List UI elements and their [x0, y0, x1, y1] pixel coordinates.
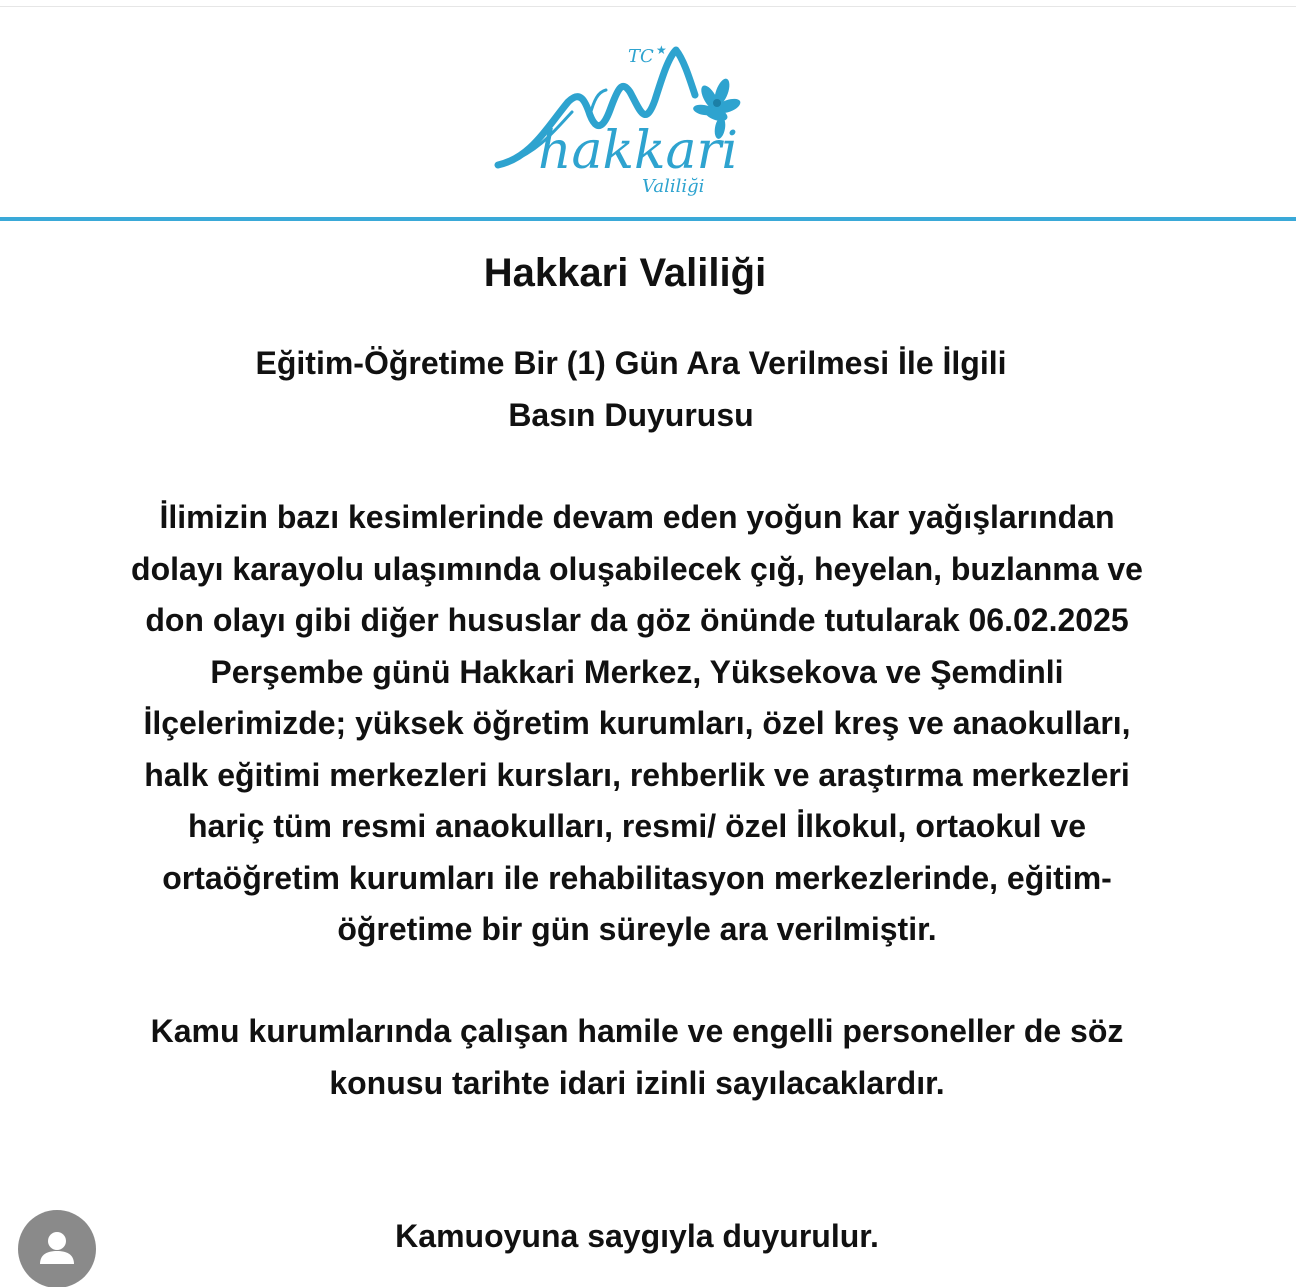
avatar[interactable]: [18, 1210, 96, 1287]
mountain-logo-icon: [490, 40, 750, 205]
paragraph-line: konusu tarihte idari izinli sayılacaklardır.: [329, 1065, 945, 1101]
announcement-paragraph-1: [0, 492, 1274, 956]
star-icon: ★: [656, 43, 667, 57]
paragraph-line: don olayı gibi diğer hususlar da göz önünde tutularak 06.02.2025: [145, 602, 1129, 638]
header-divider: [0, 217, 1296, 221]
logo-subtitle: Valiliği: [642, 176, 705, 197]
paragraph-line: halk eğitimi merkezleri kursları, rehberlik ve araştırma merkezleri: [144, 756, 1130, 793]
paragraph-line: dolayı karayolu ulaşımında oluşabilecek çığ, heyelan, buzlanma ve: [131, 550, 1143, 587]
paragraph-line: Perşembe günü Hakkari Merkez, Yüksekova ve Şemdinli: [210, 653, 1064, 690]
closing-statement: Kamuoyuna saygıyla duyurulur.: [395, 1218, 879, 1254]
person-icon: [18, 1210, 96, 1287]
logo-wordmark: hakkari: [538, 121, 739, 181]
logo-prefix: TC: [628, 46, 654, 67]
top-border: [0, 6, 1296, 7]
paragraph-line: hariç tüm resmi anaokulları, resmi/ özel İlkokul, ortaokul ve: [187, 808, 1087, 844]
paragraph-line: İlçelerimizde; yüksek öğretim kurumları, özel kreş ve anaokulları,: [143, 705, 1131, 741]
subject-line: Basın Duyurusu: [508, 397, 754, 433]
paragraph-line: Kamu kurumlarında çalışan hamile ve engelli personeller de söz: [150, 1013, 1124, 1049]
paragraph-line: öğretime bir gün süreyle ara verilmiştir.: [337, 911, 937, 947]
announcement-paragraph-2: [0, 1005, 1274, 1109]
hakkari-valiligi-logo: [490, 40, 750, 205]
announcement-subject: [0, 337, 1262, 441]
paragraph-line: İlimizin bazı kesimlerinde devam eden yoğun kar yağışlarından: [159, 499, 1115, 535]
paragraph-line: ortaöğretim kurumları ile rehabilitasyon merkezlerinde, eğitim-: [162, 859, 1112, 896]
subject-line: Eğitim-Öğretime Bir (1) Gün Ara Verilmesi İle İlgili: [255, 345, 1007, 381]
organization-title: Hakkari Valiliği: [483, 251, 767, 295]
